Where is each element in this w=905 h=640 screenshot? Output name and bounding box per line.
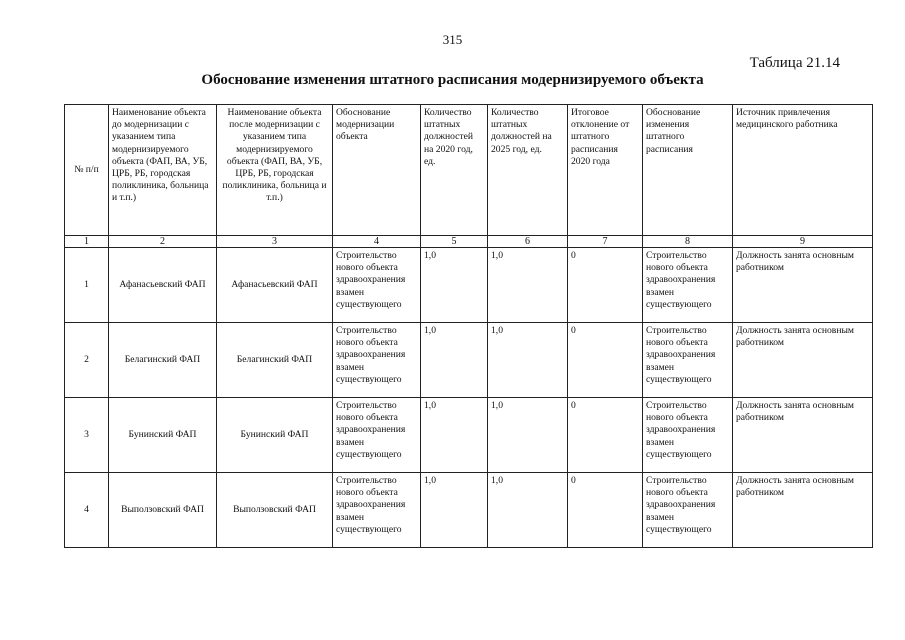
change-reason: Строительство нового объекта здравоохранения взамен существующего: [643, 248, 733, 323]
worker-source: Должность занята основным работником: [733, 248, 873, 323]
deviation: 0: [568, 248, 643, 323]
deviation: 0: [568, 323, 643, 398]
staff-2020: 1,0: [421, 248, 488, 323]
worker-source: Должность занята основным работником: [733, 323, 873, 398]
header-row: [65, 105, 873, 236]
row-number: 2: [65, 323, 109, 398]
column-number: 3: [217, 236, 333, 248]
page-number: 315: [442, 32, 463, 47]
change-reason: Строительство нового объекта здравоохранения взамен существующего: [643, 398, 733, 473]
staff-2025: 1,0: [488, 473, 568, 548]
modernization-reason: Строительство нового объекта здравоохранения взамен существующего: [333, 248, 421, 323]
modernization-reason: Строительство нового объекта здравоохранения взамен существующего: [333, 323, 421, 398]
object-before: Афанасьевский ФАП: [109, 248, 217, 323]
staff-2025: 1,0: [488, 323, 568, 398]
column-number-row: [65, 236, 873, 248]
table-row: [65, 398, 873, 473]
column-number: 4: [333, 236, 421, 248]
table-row: [65, 473, 873, 548]
column-number: 2: [109, 236, 217, 248]
modernization-reason: Строительство нового объекта здравоохранения взамен существующего: [333, 473, 421, 548]
deviation: 0: [568, 398, 643, 473]
modernization-reason: Строительство нового объекта здравоохранения взамен существующего: [333, 398, 421, 473]
column-number: 8: [643, 236, 733, 248]
column-number: 6: [488, 236, 568, 248]
staff-2025: 1,0: [488, 248, 568, 323]
header-cell-after: Наименование объекта после модернизации с указанием типа модернизируемого объекта (ФАП, ВА, УБ, ЦРБ, РБ, городская поликлиника, больница и т.п.): [217, 105, 333, 236]
change-reason: Строительство нового объекта здравоохранения взамен существующего: [643, 323, 733, 398]
table-row: [65, 248, 873, 323]
header-cell-number: № п/п: [65, 105, 109, 236]
deviation: 0: [568, 473, 643, 548]
header-cell-change-reason: Обоснование изменения штатного расписания: [643, 105, 733, 236]
header-cell-staff-2025: Количество штатных должностей на 2025 год, ед.: [488, 105, 568, 236]
header-cell-staff-2020: Количество штатных должностей на 2020 год, ед.: [421, 105, 488, 236]
row-number: 1: [65, 248, 109, 323]
header-cell-reason: Обоснование модернизации объекта: [333, 105, 421, 236]
column-number: 7: [568, 236, 643, 248]
header-cell-source: Источник привлечения медицинского работника: [733, 105, 873, 236]
staff-2020: 1,0: [421, 398, 488, 473]
staff-2025: 1,0: [488, 398, 568, 473]
header-cell-before: Наименование объекта до модернизации с указанием типа модернизируемого объекта (ФАП, ВА, УБ, ЦРБ, РБ, городская поликлиника, больница и т.п.): [109, 105, 217, 236]
column-number: 1: [65, 236, 109, 248]
staff-2020: 1,0: [421, 473, 488, 548]
staffing-table: [64, 104, 873, 548]
object-after: Афанасьевский ФАП: [217, 248, 333, 323]
header-cell-deviation: Итоговое отклонение от штатного расписания 2020 года: [568, 105, 643, 236]
change-reason: Строительство нового объекта здравоохранения взамен существующего: [643, 473, 733, 548]
column-number: 9: [733, 236, 873, 248]
table-row: [65, 323, 873, 398]
worker-source: Должность занята основным работником: [733, 398, 873, 473]
table-label: Таблица 21.14: [749, 55, 840, 71]
object-after: Бунинский ФАП: [217, 398, 333, 473]
object-before: Бунинский ФАП: [109, 398, 217, 473]
document-title: Обоснование изменения штатного расписания модернизируемого объекта: [201, 72, 704, 88]
row-number: 4: [65, 473, 109, 548]
staff-2020: 1,0: [421, 323, 488, 398]
worker-source: Должность занята основным работником: [733, 473, 873, 548]
object-before: Выползовский ФАП: [109, 473, 217, 548]
column-number: 5: [421, 236, 488, 248]
object-after: Выползовский ФАП: [217, 473, 333, 548]
row-number: 3: [65, 398, 109, 473]
object-after: Белагинский ФАП: [217, 323, 333, 398]
object-before: Белагинский ФАП: [109, 323, 217, 398]
